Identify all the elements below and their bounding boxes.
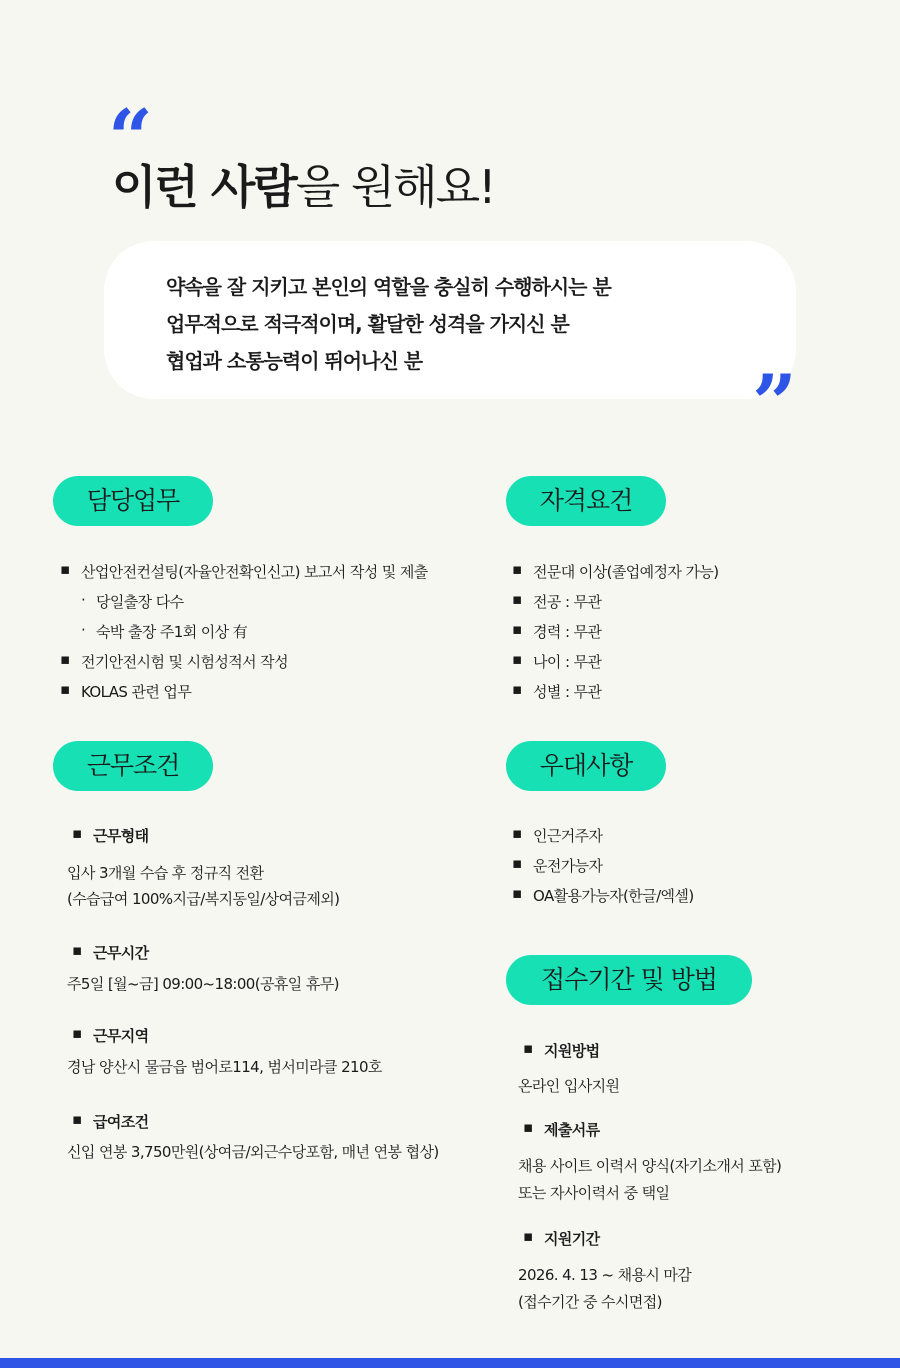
qualification-item: 성별 : 무관 (533, 683, 602, 701)
application-title: 접수기간 및 방법 (506, 955, 752, 1005)
preference-item: 운전가능자 (533, 857, 603, 875)
bullet-icon: ▪ (512, 650, 523, 668)
qualification-item: 나이 : 무관 (533, 653, 602, 671)
bullet-icon: ▪ (72, 1110, 83, 1128)
duty-subitem: 당일출장 다수 (96, 593, 184, 611)
intro-line: 약속을 잘 지키고 본인의 역할을 충실히 수행하시는 분 (166, 275, 611, 299)
bullet-icon: ▪ (72, 824, 83, 842)
condition-heading: 급여조건 (93, 1113, 149, 1131)
duties-title: 담당업무 (53, 476, 213, 526)
sub-bullet-icon: · (81, 621, 86, 639)
bullet-icon: ▪ (60, 650, 71, 668)
bullet-icon: ▪ (512, 620, 523, 638)
application-text: 또는 자사이력서 중 택일 (518, 1184, 670, 1202)
bullet-icon: ▪ (60, 680, 71, 698)
qualifications-title: 자격요건 (506, 476, 666, 526)
condition-heading: 근무지역 (93, 1027, 149, 1045)
bullet-icon: ▪ (512, 884, 523, 902)
bullet-icon: ▪ (512, 824, 523, 842)
preference-item: OA활용가능자(한글/엑셀) (533, 887, 694, 905)
qualification-item: 전공 : 무관 (533, 593, 602, 611)
condition-heading: 근무형태 (93, 827, 149, 845)
qualification-item: 전문대 이상(졸업예정자 가능) (533, 563, 719, 581)
duty-item: 산업안전컨설팅(자율안전확인신고) 보고서 작성 및 제출 (81, 563, 428, 581)
sub-bullet-icon: · (81, 591, 86, 609)
application-heading: 지원기간 (544, 1230, 600, 1248)
duty-item: KOLAS 관련 업무 (81, 683, 192, 701)
page-title (112, 160, 495, 215)
bullet-icon: ▪ (72, 1024, 83, 1042)
qualification-item: 경력 : 무관 (533, 623, 602, 641)
preference-item: 인근거주자 (533, 827, 603, 845)
application-heading: 지원방법 (544, 1042, 600, 1060)
bullet-icon: ▪ (512, 560, 523, 578)
bullet-icon: ▪ (72, 941, 83, 959)
bullet-icon: ▪ (60, 560, 71, 578)
condition-text: 신입 연봉 3,750만원(상여금/외근수당포함, 매년 연봉 협상) (67, 1143, 439, 1161)
condition-text: 주5일 [월~금] 09:00~18:00(공휴일 휴무) (67, 975, 339, 993)
condition-heading: 근무시간 (93, 944, 149, 962)
bullet-icon: ▪ (512, 854, 523, 872)
bullet-icon: ▪ (512, 590, 523, 608)
title-bold: 이런 사람 (112, 160, 296, 214)
intro-line: 협업과 소통능력이 뛰어나신 분 (166, 349, 423, 373)
bullet-icon: ▪ (523, 1118, 534, 1136)
bullet-icon: ▪ (523, 1039, 534, 1057)
title-regular: 을 원해요! (295, 160, 495, 214)
condition-text: (수습급여 100%지급/복지동일/상여금제외) (67, 890, 340, 908)
application-heading: 제출서류 (544, 1121, 600, 1139)
duty-subitem: 숙박 출장 주1회 이상 有 (96, 623, 248, 641)
bottom-accent-bar (0, 1358, 900, 1368)
condition-text: 입사 3개월 수습 후 정규직 전환 (67, 864, 264, 882)
application-text: (접수기간 중 수시면접) (518, 1293, 662, 1311)
intro-bubble (104, 241, 796, 399)
bullet-icon: ▪ (512, 680, 523, 698)
condition-text: 경남 양산시 물금읍 범어로114, 범서미라클 210호 (67, 1058, 382, 1076)
bullet-icon: ▪ (523, 1227, 534, 1245)
application-text: 채용 사이트 이력서 양식(자기소개서 포함) (518, 1157, 782, 1175)
duty-item: 전기안전시험 및 시험성적서 작성 (81, 653, 288, 671)
application-text: 온라인 입사지원 (518, 1077, 620, 1095)
intro-line: 업무적으로 적극적이며, 활달한 성격을 가지신 분 (166, 312, 569, 336)
conditions-title: 근무조건 (53, 741, 213, 791)
close-quote-icon: ” (752, 358, 797, 449)
preferences-title: 우대사항 (506, 741, 666, 791)
open-quote-icon: “ (108, 93, 153, 184)
application-text: 2026. 4. 13 ~ 채용시 마감 (518, 1266, 692, 1284)
